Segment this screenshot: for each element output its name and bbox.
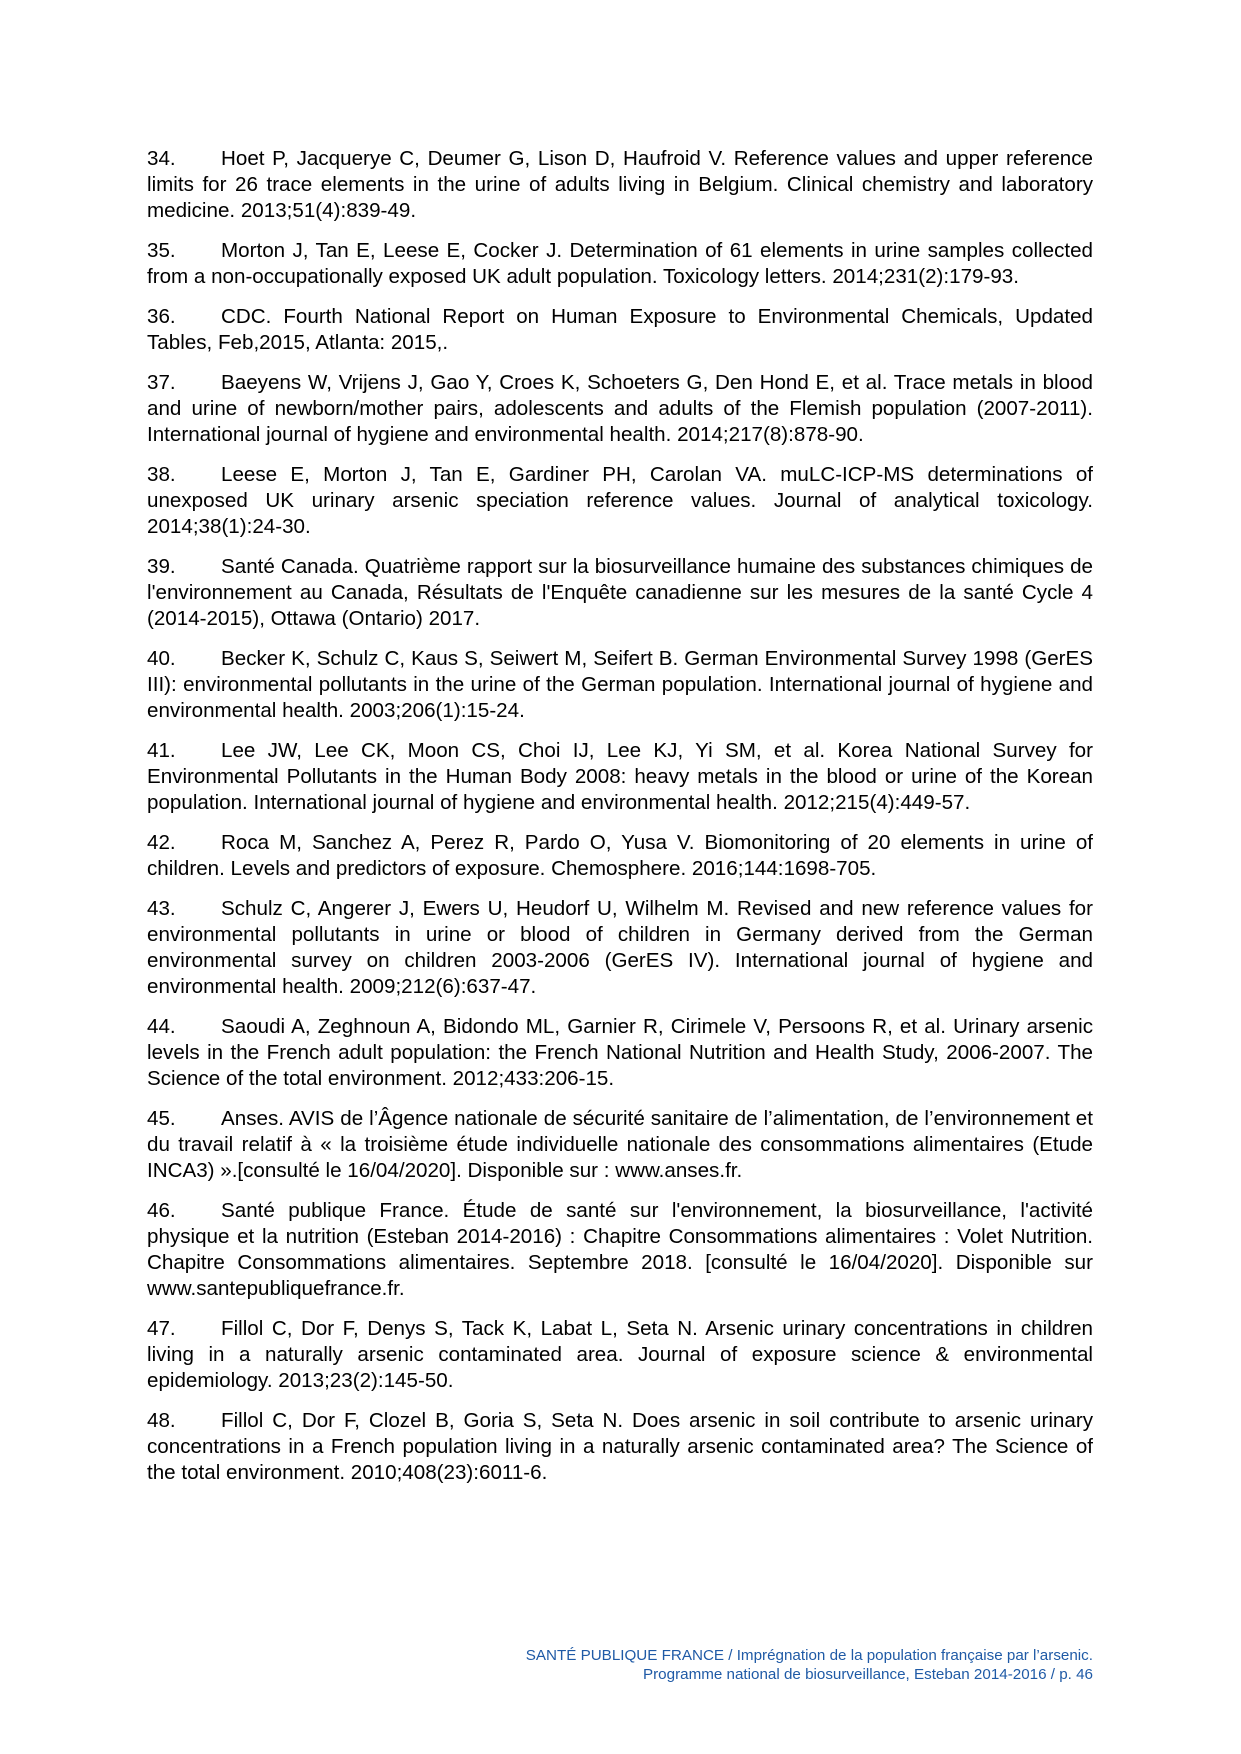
reference-text: Morton J, Tan E, Leese E, Cocker J. Determination of 61 elements in urine samples collected from a non-occupationally exposed UK adult population. Toxicology letters. 2014;231(2):179-93.: [147, 239, 1093, 288]
footer-line-publisher: SANTÉ PUBLIQUE FRANCE / Imprégnation de la population française par l’arsenic.: [525, 1647, 1093, 1664]
reference-text: Saoudi A, Zeghnoun A, Bidondo ML, Garnier R, Cirimele V, Persoons R, et al. Urinary arsenic levels in the French adult population: the French National Nutrition and Health Study, 2006-2007. The Science of the total environment. 2012;433:206-15.: [147, 1015, 1093, 1090]
reference-text: Fillol C, Dor F, Denys S, Tack K, Labat L, Seta N. Arsenic urinary concentrations in children living in a naturally arsenic contaminated area. Journal of exposure science & environmental epidemiology. 2013;23(2):145-50.: [147, 1317, 1093, 1392]
reference-number: 41.: [147, 739, 176, 762]
reference-item: [147, 304, 1093, 356]
reference-text: CDC. Fourth National Report on Human Exposure to Environmental Chemicals, Updated Tables, Feb,2015, Atlanta: 2015,.: [147, 305, 1093, 354]
reference-number: 46.: [147, 1199, 176, 1222]
reference-text: Leese E, Morton J, Tan E, Gardiner PH, Carolan VA. muLC-ICP-MS determinations of unexposed UK urinary arsenic speciation reference values. Journal of analytical toxicology. 2014;38(1):24-30.: [147, 463, 1093, 538]
reference-text: Schulz C, Angerer J, Ewers U, Heudorf U, Wilhelm M. Revised and new reference values for environmental pollutants in urine or blood of children in Germany derived from the German environmental survey on children 2003-2006 (GerES IV). International journal of hygiene and environmental health. 2009;212(6):637-47.: [147, 897, 1093, 998]
reference-text: Baeyens W, Vrijens J, Gao Y, Croes K, Schoeters G, Den Hond E, et al. Trace metals in blood and urine of newborn/mother pairs, adolescents and adults of the Flemish population (2007-2011). International journal of hygiene and environmental health. 2014;217(8):878-90.: [147, 371, 1093, 446]
reference-item: [147, 462, 1093, 540]
reference-item: [147, 238, 1093, 290]
reference-number: 42.: [147, 831, 176, 854]
reference-list: [147, 146, 1093, 1500]
reference-number: 39.: [147, 555, 176, 578]
reference-number: 45.: [147, 1107, 176, 1130]
reference-text: Becker K, Schulz C, Kaus S, Seiwert M, Seifert B. German Environmental Survey 1998 (GerES III): environmental pollutants in the urine of the German population. International journal of hygiene and environmental health. 2003;206(1):15-24.: [147, 647, 1093, 722]
reference-item: [147, 738, 1093, 816]
reference-item: [147, 830, 1093, 882]
page-footer: [526, 1646, 1093, 1684]
reference-number: 34.: [147, 147, 176, 170]
reference-text: Fillol C, Dor F, Clozel B, Goria S, Seta N. Does arsenic in soil contribute to arsenic urinary concentrations in a French population living in a naturally arsenic contaminated area? The Science of the total environment. 2010;408(23):6011-6.: [147, 1409, 1093, 1484]
reference-item: [147, 370, 1093, 448]
reference-item: [147, 1408, 1093, 1486]
footer-line-programme-page: Programme national de biosurveillance, Esteban 2014-2016 / p. 46: [642, 1666, 1093, 1683]
reference-item: [147, 1316, 1093, 1394]
reference-item: [147, 1106, 1093, 1184]
reference-number: 40.: [147, 647, 176, 670]
reference-item: [147, 896, 1093, 1000]
reference-number: 48.: [147, 1409, 176, 1432]
reference-number: 47.: [147, 1317, 176, 1340]
reference-item: [147, 1014, 1093, 1092]
reference-item: [147, 554, 1093, 632]
reference-text: Lee JW, Lee CK, Moon CS, Choi IJ, Lee KJ, Yi SM, et al. Korea National Survey for Environmental Pollutants in the Human Body 2008: heavy metals in the blood or urine of the Korean population. International journal of hygiene and environmental health. 2012;215(4):449-57.: [147, 739, 1093, 814]
reference-text: Santé publique France. Étude de santé sur l'environnement, la biosurveillance, l'activité physique et la nutrition (Esteban 2014-2016) : Chapitre Consommations alimentaires : Volet Nutrition. Chapitre Consommations alimentaires. Septembre 2018. [consulté le 16/04/2020]. Disponible sur www.santepubliquefrance.fr.: [147, 1199, 1093, 1300]
reference-item: [147, 1198, 1093, 1302]
reference-number: 38.: [147, 463, 176, 486]
reference-text: Anses. AVIS de l’Âgence nationale de sécurité sanitaire de l’alimentation, de l’environnement et du travail relatif à « la troisième étude individuelle nationale des consommations alimentaires (Etude INCA3) ».[consulté le 16/04/2020]. Disponible sur : www.anses.fr.: [147, 1107, 1093, 1182]
reference-item: [147, 146, 1093, 224]
reference-text: Roca M, Sanchez A, Perez R, Pardo O, Yusa V. Biomonitoring of 20 elements in urine of children. Levels and predictors of exposure. Chemosphere. 2016;144:1698-705.: [147, 831, 1093, 880]
reference-item: [147, 646, 1093, 724]
reference-number: 35.: [147, 239, 176, 262]
reference-text: Santé Canada. Quatrième rapport sur la biosurveillance humaine des substances chimiques de l'environnement au Canada, Résultats de l'Enquête canadienne sur les mesures de la santé Cycle 4 (2014-2015), Ottawa (Ontario) 2017.: [147, 555, 1093, 630]
reference-number: 37.: [147, 371, 176, 394]
reference-text: Hoet P, Jacquerye C, Deumer G, Lison D, Haufroid V. Reference values and upper reference limits for 26 trace elements in the urine of adults living in Belgium. Clinical chemistry and laboratory medicine. 2013;51(4):839-49.: [147, 147, 1093, 222]
reference-number: 36.: [147, 305, 176, 328]
reference-number: 44.: [147, 1015, 176, 1038]
reference-number: 43.: [147, 897, 176, 920]
